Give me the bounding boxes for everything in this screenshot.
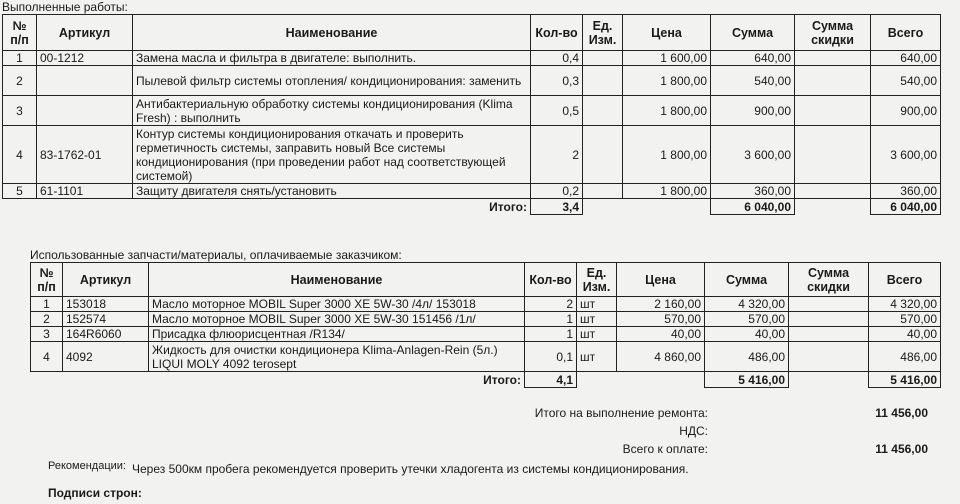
cell-name: Присадка флюорисцентная /R134/ (149, 327, 525, 342)
cell-price: 1 800,00 (623, 96, 711, 126)
cell-total: 486,00 (869, 342, 941, 372)
col-total: Всего (869, 263, 941, 297)
cell-qty: 0,1 (525, 342, 577, 372)
cell-unit (583, 126, 623, 184)
col-num: № п/п (31, 263, 63, 297)
cell-qty: 0,2 (531, 184, 583, 199)
col-article: Артикул (37, 15, 133, 51)
cell-total: 40,00 (869, 327, 941, 342)
cell-discount (789, 297, 869, 312)
cell-name: Пылевой фильтр системы отопления/ кондиционирования: заменить (133, 66, 531, 96)
table-row (31, 327, 941, 342)
cell-qty: 2 (525, 297, 577, 312)
cell-total: 900,00 (871, 96, 941, 126)
col-sum: Сумма (711, 15, 795, 51)
pay-total-label: Всего к оплате: (622, 442, 708, 456)
recommendations-text: Через 500км пробега рекомендуется проверить утечки хладогента из системы кондиционирования. (132, 462, 689, 476)
cell-total: 3 600,00 (871, 126, 941, 184)
cell-sum: 486,00 (705, 342, 789, 372)
works-total-all: 6 040,00 (871, 199, 941, 215)
summary-block (0, 404, 960, 464)
cell-article (37, 96, 133, 126)
table-row (3, 51, 941, 66)
vat-label: НДС: (679, 424, 708, 438)
cell-sum: 570,00 (705, 312, 789, 327)
cell-name: Антибактериальную обработку системы кондиционирования (Klima Fresh) : выполнить (133, 96, 531, 126)
works-total-sum: 6 040,00 (711, 199, 795, 215)
col-discount: Сумма скидки (789, 263, 869, 297)
cell-num: 3 (31, 327, 63, 342)
works-total-row (3, 199, 941, 215)
cell-price: 1 800,00 (623, 184, 711, 199)
signatures-label: Подписи строн: (48, 486, 142, 500)
cell-discount (795, 126, 871, 184)
table-row (31, 297, 941, 312)
cell-name: Жидкость для очистки кондиционера Klima-Anlagen-Rein (5л.) LIQUI MOLY 4092 terosept (149, 342, 525, 372)
cell-unit (583, 66, 623, 96)
col-price: Цена (617, 263, 705, 297)
cell-article: 4092 (63, 342, 149, 372)
table-row (3, 126, 941, 184)
cell-num: 1 (3, 51, 37, 66)
cell-name: Масло моторное MOBIL Super 3000 XE 5W-30 151456 /1л/ (149, 312, 525, 327)
cell-article: 164R6060 (63, 327, 149, 342)
col-price: Цена (623, 15, 711, 51)
cell-qty: 0,5 (531, 96, 583, 126)
repair-total-value: 11 456,00 (875, 406, 928, 420)
cell-total: 640,00 (871, 51, 941, 66)
cell-sum: 540,00 (711, 66, 795, 96)
cell-unit (583, 51, 623, 66)
cell-price: 1 600,00 (623, 51, 711, 66)
cell-total: 4 320,00 (869, 297, 941, 312)
cell-price: 1 800,00 (623, 66, 711, 96)
cell-unit: шт (577, 297, 617, 312)
parts-total-label: Итого: (483, 372, 521, 387)
cell-num: 4 (31, 342, 63, 372)
col-sum: Сумма (705, 263, 789, 297)
cell-sum: 3 600,00 (711, 126, 795, 184)
cell-article (37, 66, 133, 96)
table-row (31, 342, 941, 372)
cell-num: 2 (3, 66, 37, 96)
cell-discount (795, 96, 871, 126)
cell-price: 40,00 (617, 327, 705, 342)
cell-price: 1 800,00 (623, 126, 711, 184)
cell-article: 153018 (63, 297, 149, 312)
cell-discount (795, 51, 871, 66)
cell-name: Масло моторное MOBIL Super 3000 XE 5W-30 /4л/ 153018 (149, 297, 525, 312)
parts-total-row (31, 372, 941, 388)
cell-num: 4 (3, 126, 37, 184)
col-name: Наименование (133, 15, 531, 51)
works-table (2, 14, 941, 215)
col-qty: Кол-во (531, 15, 583, 51)
cell-qty: 2 (531, 126, 583, 184)
cell-sum: 640,00 (711, 51, 795, 66)
cell-price: 570,00 (617, 312, 705, 327)
cell-discount (789, 342, 869, 372)
cell-qty: 0,4 (531, 51, 583, 66)
cell-unit (583, 184, 623, 199)
col-num: № п/п (3, 15, 37, 51)
cell-price: 4 860,00 (617, 342, 705, 372)
cell-article: 152574 (63, 312, 149, 327)
cell-price: 2 160,00 (617, 297, 705, 312)
cell-qty: 1 (525, 312, 577, 327)
parts-total-all: 5 416,00 (869, 372, 941, 388)
cell-unit: шт (577, 312, 617, 327)
col-total: Всего (871, 15, 941, 51)
cell-total: 570,00 (869, 312, 941, 327)
table-row (3, 96, 941, 126)
table-row (3, 184, 941, 199)
cell-article: 00-1212 (37, 51, 133, 66)
cell-name: Замена масла и фильтра в двигателе: выполнить. (133, 51, 531, 66)
cell-unit: шт (577, 327, 617, 342)
parts-total-qty: 4,1 (525, 372, 577, 388)
cell-qty: 1 (525, 327, 577, 342)
cell-article: 83-1762-01 (37, 126, 133, 184)
cell-sum: 900,00 (711, 96, 795, 126)
cell-num: 2 (31, 312, 63, 327)
parts-table (30, 262, 941, 388)
cell-total: 360,00 (871, 184, 941, 199)
repair-total-label: Итого на выполнение ремонта: (534, 406, 708, 420)
parts-header-row (31, 263, 941, 297)
cell-sum: 4 320,00 (705, 297, 789, 312)
cell-name: Контур системы кондиционирования откачать и проверить герметичность системы, заправить новый Все системы кондиционирования (при проведении работ над соответствующей системой) (133, 126, 531, 184)
col-unit: Ед. Изм. (583, 15, 623, 51)
cell-num: 5 (3, 184, 37, 199)
col-qty: Кол-во (525, 263, 577, 297)
cell-qty: 0,3 (531, 66, 583, 96)
works-header-row (3, 15, 941, 51)
cell-discount (789, 327, 869, 342)
table-row (31, 312, 941, 327)
parts-total-sum: 5 416,00 (705, 372, 789, 388)
col-discount: Сумма скидки (795, 15, 871, 51)
col-article: Артикул (63, 263, 149, 297)
cell-discount (795, 66, 871, 96)
cell-sum: 40,00 (705, 327, 789, 342)
cell-unit: шт (577, 342, 617, 372)
section2-caption: Использованные запчасти/материалы, оплачиваемые заказчиком: (30, 248, 402, 262)
cell-sum: 360,00 (711, 184, 795, 199)
pay-total-value: 11 456,00 (875, 442, 928, 456)
works-total-label: Итого: (489, 199, 527, 214)
table-row (3, 66, 941, 96)
cell-discount (795, 184, 871, 199)
cell-article: 61-1101 (37, 184, 133, 199)
works-total-qty: 3,4 (531, 199, 583, 215)
section1-caption: Выполненные работы: (2, 0, 128, 14)
recommendations-label: Рекомендации: (48, 460, 126, 472)
cell-num: 1 (31, 297, 63, 312)
cell-discount (789, 312, 869, 327)
cell-unit (583, 96, 623, 126)
cell-num: 3 (3, 96, 37, 126)
col-name: Наименование (149, 263, 525, 297)
cell-total: 540,00 (871, 66, 941, 96)
col-unit: Ед. Изм. (577, 263, 617, 297)
cell-name: Защиту двигателя снять/установить (133, 184, 531, 199)
